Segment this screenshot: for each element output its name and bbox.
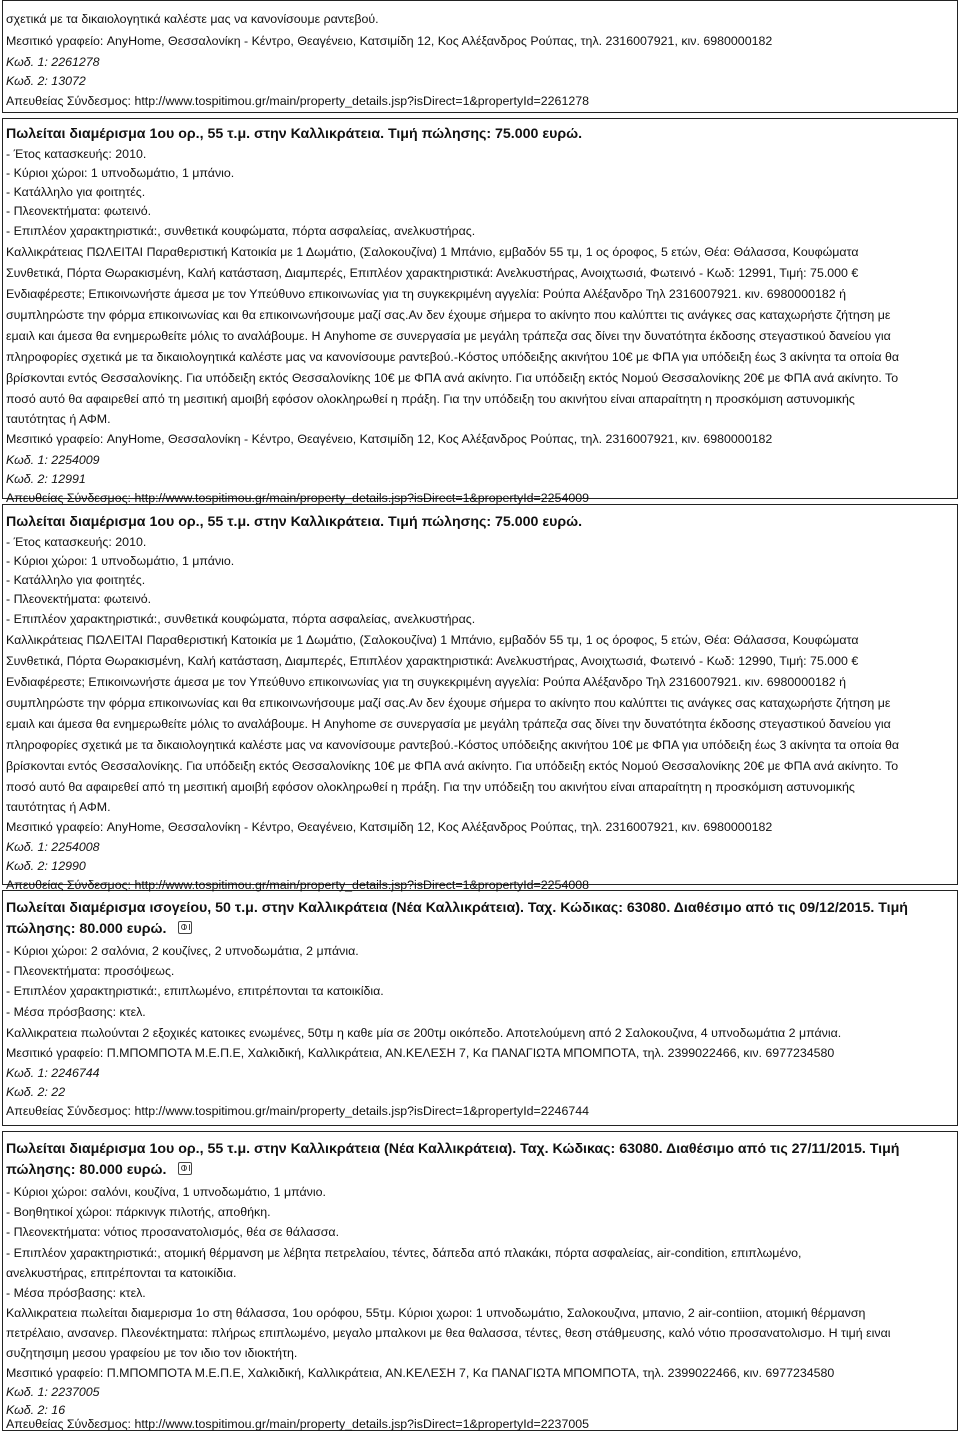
agency-line: Μεσιτικό γραφείο: AnyHome, Θεσσαλονίκη - Κέντρο, Θεαγένειο, Κατσιμίδη 12, Κος Αλέξανδρος Ρούπας, τηλ. 2316007921, κιν. 6980000182 <box>6 820 773 834</box>
listing-title: Πωλείται διαμέρισμα 1ου ορ., 55 τ.μ. στην Καλλικράτεια. Τιμή πώλησης: 75.000 ευρώ. <box>6 514 583 530</box>
direct-link[interactable]: Απευθείας Σύνδεσμος: http://www.tospitimou.gr/main/property_details.jsp?isDirect=1&propertyId=2261278 <box>6 94 590 108</box>
listing-text-line: - Κύριοι χώροι: 1 υπνοδωμάτιο, 1 μπάνιο. <box>6 554 235 568</box>
listing-text-line: πληροφορίες σχετικά με τα δικαιολογητικά καλέστε μας να κανονίσουμε ραντεβού.-Κόστος υπόδειξης ακινήτου 10€ με ΦΠΑ για υπόδειξη έως 3 ακίνητα τα οποία θα <box>6 738 900 752</box>
listing-title-cont <box>6 1162 192 1179</box>
listing-title-line2: πώλησης: 80.000 ευρώ. <box>6 1162 167 1178</box>
listing-text-line: συζητησιμη μεσου γραφείου με τον ιδιο τον ιδιοκτήτη. <box>6 1346 298 1360</box>
code-2: Κωδ. 2: 12990 <box>6 859 86 873</box>
listing-title: Πωλείται διαμέρισμα 1ου ορ., 55 τ.μ. στην Καλλικράτεια. Τιμή πώλησης: 75.000 ευρώ. <box>6 126 583 142</box>
listing-text-line: - Επιπλέον χαρακτηριστικά:, συνθετικά κουφώματα, πόρτα ασφαλείας, ανελκυστήρας. <box>6 224 476 238</box>
listing-text-line: - Επιπλέον χαρακτηριστικά:, επιπλωμένο, επιτρέπονται τα κατοικίδια. <box>6 984 384 998</box>
camera-icon[interactable] <box>178 1162 192 1175</box>
listing-text-line: - Επιπλέον χαρακτηριστικά:, συνθετικά κουφώματα, πόρτα ασφαλείας, ανελκυστήρας. <box>6 612 476 626</box>
agency-line: Μεσιτικό γραφείο: Π.ΜΠΟΜΠΟΤΑ Μ.Ε.Π.Ε, Χαλκιδική, Καλλικράτεια, ΑΝ.ΚΕΛΕΣΗ 7, Κα ΠΑΝΑΓΙΩΤΑ ΜΠΟΜΠΟΤΑ, τηλ. 2399022466, κιν. 6977234580 <box>6 1046 835 1060</box>
listing-text-line: βρίσκονται εντός Θεσσαλονίκης. Για υπόδειξη εκτός Θεσσαλονίκης 10€ με ΦΠΑ ανά ακίνητο. Για υπόδειξη εκτός Νομού Θεσσαλονίκης 20€ με ΦΠΑ ανά ακίνητο. Το <box>6 371 899 385</box>
listing-text-line: - Κύριοι χώροι: σαλόνι, κουζίνα, 1 υπνοδωμάτιο, 1 μπάνιο. <box>6 1185 326 1199</box>
listing-title: Πωλείται διαμέρισμα 1ου ορ., 55 τ.μ. στην Καλλικράτεια (Νέα Καλλικράτεια). Ταχ. Κώδικας: 63080. Διαθέσιμο από τις 27/11/2015. Τιμή <box>6 1141 900 1157</box>
listing-text-line: πετρέλαιο, ανσανερ. Πλεονέκτηματα: πλήρως επιπλωμένο, μεγαλο μπαλκονι με θεα θαλασσα, τέντες, θεση στάθμευσης, καλό νότιο προσανατολισμο. Η τιμή ειναι <box>6 1326 891 1340</box>
listing-text-line: ανελκυστήρας, επιτρέπονται τα κατοικίδια. <box>6 1266 237 1280</box>
listing-text-line: - Πλεονεκτήματα: προσόψεως. <box>6 964 175 978</box>
agency-line: Μεσιτικό γραφείο: AnyHome, Θεσσαλονίκη - Κέντρο, Θεαγένειο, Κατσιμίδη 12, Κος Αλέξανδρος Ρούπας, τηλ. 2316007921, κιν. 6980000182 <box>6 34 773 48</box>
code-1: Κωδ. 1: 2254009 <box>6 453 100 467</box>
listing-text-line: ποσό αυτό θα αφαιρεθεί από τη μεσιτική αμοιβή εφόσον ολοκληρωθεί η πράξη. Για την υπόδειξη του ακινήτου είναι απαραίτητη η προσκόμιση αστυνομικής <box>6 780 855 794</box>
listing-text-line: - Πλεονεκτήματα: φωτεινό. <box>6 204 152 218</box>
listing-text-line: εμαιλ και άμεσα θα ενημερωθείτε μόλις το αναλάβουμε. Η Anyhome σε συνεργασία με μεγάλη τράπεζα σας δίνει την δυνατότητα έκδοσης στεγαστικού δανείου για <box>6 329 891 343</box>
listing-text-line: Συνθετικά, Πόρτα Θωρακισμένη, Καλή κατάσταση, Διαμπερές, Επιπλέον χαρακτηριστικά: Ανελκυστήρας, Ανοιχτωσιά, Φωτεινό - Κωδ: 12990, Τιμή: 75.000 € <box>6 654 859 668</box>
direct-link[interactable]: Απευθείας Σύνδεσμος: http://www.tospitimou.gr/main/property_details.jsp?isDirect=1&propertyId=2237005 <box>6 1417 590 1431</box>
listing-text-line: - Κύριοι χώροι: 2 σαλόνια, 2 κουζίνες, 2 υπνοδωμάτια, 2 μπάνια. <box>6 944 359 958</box>
listing-text-line: Ενδιαφέρεστε; Επικοινωνήστε άμεσα με τον Υπεύθυνο επικοινωνίας για τη συγκεκριμένη αγγελία: Ρούπα Αλέξανδρο Τηλ 2316007921. κιν. 6980000182 ή <box>6 287 846 301</box>
listing-title-line2: πώλησης: 80.000 ευρώ. <box>6 921 167 937</box>
listing-text-line: Καλλικρατεια πωλούνται 2 εξοχικές κατοικες ενωμένες, 50τμ η καθε μία σε 200τμ οικόπεδο. Αποτελούμενη από 2 Σαλοκουζινα, 4 υπνοδωμάτια 2 μπάνια. <box>6 1026 842 1040</box>
direct-link[interactable]: Απευθείας Σύνδεσμος: http://www.tospitimou.gr/main/property_details.jsp?isDirect=1&propertyId=2246744 <box>6 1104 590 1118</box>
listing-text-line: - Έτος κατασκευής: 2010. <box>6 147 147 161</box>
listing-text-line: - Βοηθητικοί χώροι: πάρκινγκ πιλοτής, αποθήκη. <box>6 1205 271 1219</box>
code-2: Κωδ. 2: 13072 <box>6 74 86 88</box>
listing-text-line: - Πλεονεκτήματα: νότιος προσανατολισμός, θέα σε θάλασσα. <box>6 1225 340 1239</box>
listing-text-line: - Μέσα πρόσβασης: κτελ. <box>6 1005 146 1019</box>
code-1: Κωδ. 1: 2261278 <box>6 55 100 69</box>
listing-text-line: συμπληρώστε την φόρμα επικοινωνίας και θα επικοινωνήσουμε μαζί σας.Αν δεν έχουμε σήμερα το ακίνητο που καλύπτει τις ανάγκες σας καταχωρήστε ζήτηση με <box>6 696 891 710</box>
listing-text-line: - Κατάλληλο για φοιτητές. <box>6 185 146 199</box>
code-2: Κωδ. 2: 16 <box>6 1403 66 1417</box>
camera-icon[interactable] <box>178 921 192 934</box>
listing-text-line: βρίσκονται εντός Θεσσαλονίκης. Για υπόδειξη εκτός Θεσσαλονίκης 10€ με ΦΠΑ ανά ακίνητο. Για υπόδειξη εκτός Νομού Θεσσαλονίκης 20€ με ΦΠΑ ανά ακίνητο. Το <box>6 759 899 773</box>
code-2: Κωδ. 2: 12991 <box>6 472 86 486</box>
listing-text-line: Καλλικράτειας ΠΩΛΕΙΤΑΙ Παραθεριστική Κατοικία με 1 Δωμάτιο, (Σαλοκουζίνα) 1 Μπάνιο, εμβαδόν 55 τμ, 1 ος όροφος, 5 ετών, Θέα: Θάλασσα, Κουφώματα <box>6 245 859 259</box>
listing-text-line: - Έτος κατασκευής: 2010. <box>6 535 147 549</box>
listing-text-line: Συνθετικά, Πόρτα Θωρακισμένη, Καλή κατάσταση, Διαμπερές, Επιπλέον χαρακτηριστικά: Ανελκυστήρας, Ανοιχτωσιά, Φωτεινό - Κωδ: 12991, Τιμή: 75.000 € <box>6 266 859 280</box>
code-1: Κωδ. 1: 2254008 <box>6 840 100 854</box>
listing-text-line: Καλλικράτειας ΠΩΛΕΙΤΑΙ Παραθεριστική Κατοικία με 1 Δωμάτιο, (Σαλοκουζίνα) 1 Μπάνιο, εμβαδόν 55 τμ, 1 ος όροφος, 5 ετών, Θέα: Θάλασσα, Κουφώματα <box>6 633 859 647</box>
listing-text-line: Καλλικρατεια πωλείται διαμερισμα 1ο στη θάλασσα, 1ου ορόφου, 55τμ. Κύριοι χωροι: 1 υπνοδωμάτιο, Σαλοκουζινα, μπανιο, 2 air-contiion, ατομική θέρμανση <box>6 1306 866 1320</box>
listing-title-cont <box>6 921 192 938</box>
listing-text-line: - Επιπλέον χαρακτηριστικά:, ατομική θέρμανση με λέβητα πετρελαίου, τέντες, δάπεδα από πλακάκι, πόρτα ασφαλείας, air-condition, επιπλωμένο, <box>6 1246 802 1260</box>
listing-text-line: - Κύριοι χώροι: 1 υπνοδωμάτιο, 1 μπάνιο. <box>6 166 235 180</box>
listing-text-line: - Μέσα πρόσβασης: κτελ. <box>6 1286 146 1300</box>
listing-text-line: εμαιλ και άμεσα θα ενημερωθείτε μόλις το αναλάβουμε. Η Anyhome σε συνεργασία με μεγάλη τράπεζα σας δίνει την δυνατότητα έκδοσης στεγαστικού δανείου για <box>6 717 891 731</box>
listing-title: Πωλείται διαμέρισμα ισογείου, 50 τ.μ. στην Καλλικράτεια (Νέα Καλλικράτεια). Ταχ. Κώδικας: 63080. Διαθέσιμο από τις 09/12/2015. Τιμή <box>6 900 908 916</box>
direct-link[interactable]: Απευθείας Σύνδεσμος: http://www.tospitimou.gr/main/property_details.jsp?isDirect=1&propertyId=2254009 <box>6 491 590 505</box>
listing-text-line: σχετικά με τα δικαιολογητικά καλέστε μας να κανονίσουμε ραντεβού. <box>6 12 379 26</box>
listing-text-line: - Πλεονεκτήματα: φωτεινό. <box>6 592 152 606</box>
agency-line: Μεσιτικό γραφείο: AnyHome, Θεσσαλονίκη - Κέντρο, Θεαγένειο, Κατσιμίδη 12, Κος Αλέξανδρος Ρούπας, τηλ. 2316007921, κιν. 6980000182 <box>6 432 773 446</box>
listing-text-line: πληροφορίες σχετικά με τα δικαιολογητικά καλέστε μας να κανονίσουμε ραντεβού.-Κόστος υπόδειξης ακινήτου 10€ με ΦΠΑ για υπόδειξη έως 3 ακίνητα τα οποία θα <box>6 350 900 364</box>
agency-line: Μεσιτικό γραφείο: Π.ΜΠΟΜΠΟΤΑ Μ.Ε.Π.Ε, Χαλκιδική, Καλλικράτεια, ΑΝ.ΚΕΛΕΣΗ 7, Κα ΠΑΝΑΓΙΩΤΑ ΜΠΟΜΠΟΤΑ, τηλ. 2399022466, κιν. 6977234580 <box>6 1366 835 1380</box>
listing-text-line: - Κατάλληλο για φοιτητές. <box>6 573 146 587</box>
code-1: Κωδ. 1: 2237005 <box>6 1385 100 1399</box>
listing-text-line: ταυτότητας ή ΑΦΜ. <box>6 800 111 814</box>
listing-text-line: ποσό αυτό θα αφαιρεθεί από τη μεσιτική αμοιβή εφόσον ολοκληρωθεί η πράξη. Για την υπόδειξη του ακινήτου είναι απαραίτητη η προσκόμιση αστυνομικής <box>6 392 855 406</box>
listing-text-line: συμπληρώστε την φόρμα επικοινωνίας και θα επικοινωνήσουμε μαζί σας.Αν δεν έχουμε σήμερα το ακίνητο που καλύπτει τις ανάγκες σας καταχωρήστε ζήτηση με <box>6 308 891 322</box>
code-2: Κωδ. 2: 22 <box>6 1085 66 1099</box>
direct-link[interactable]: Απευθείας Σύνδεσμος: http://www.tospitimou.gr/main/property_details.jsp?isDirect=1&propertyId=2254008 <box>6 878 590 892</box>
listing-text-line: Ενδιαφέρεστε; Επικοινωνήστε άμεσα με τον Υπεύθυνο επικοινωνίας για τη συγκεκριμένη αγγελία: Ρούπα Αλέξανδρο Τηλ 2316007921. κιν. 6980000182 ή <box>6 675 846 689</box>
listing-text-line: ταυτότητας ή ΑΦΜ. <box>6 412 111 426</box>
code-1: Κωδ. 1: 2246744 <box>6 1066 100 1080</box>
